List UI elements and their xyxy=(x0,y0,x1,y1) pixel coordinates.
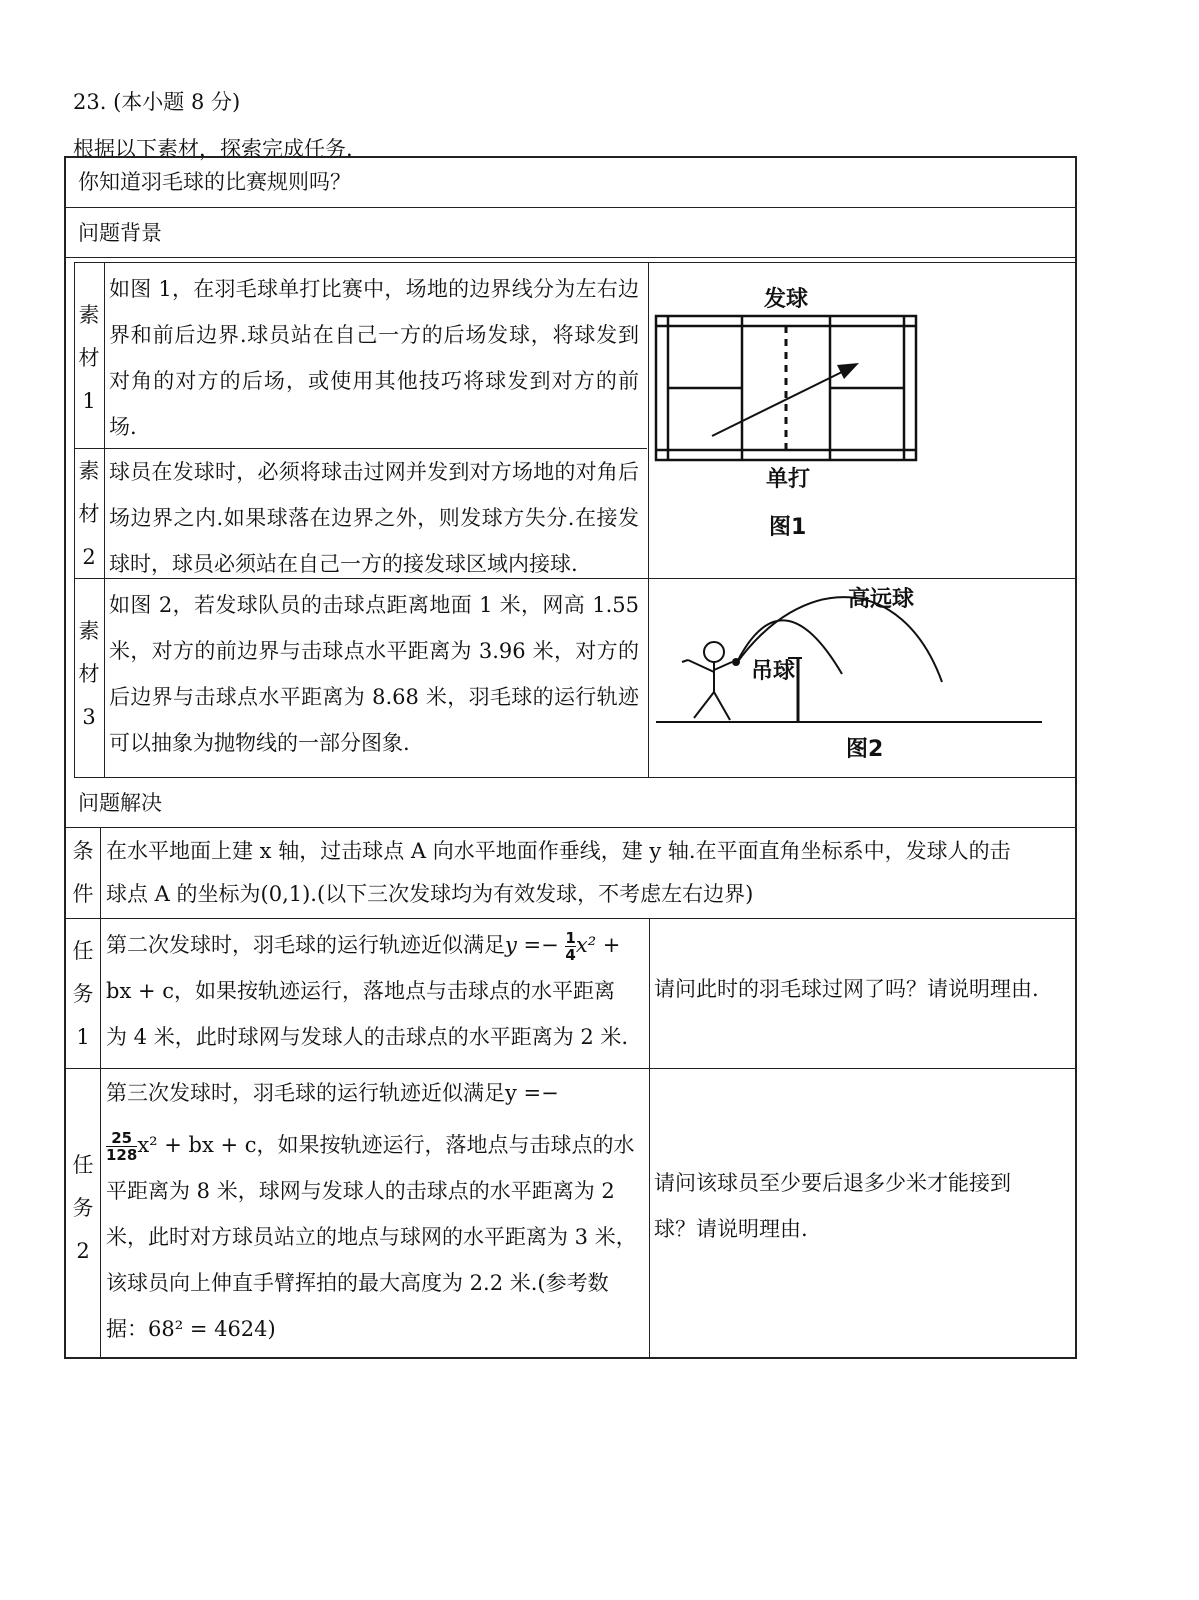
task-2-line-1: 第三次发球时，羽毛球的运行轨迹近似满足y =− xyxy=(106,1081,559,1105)
task-1-label: 任 务 1 xyxy=(72,939,94,1049)
intro-text: 根据以下素材，探索完成任务. xyxy=(73,137,353,161)
title-row: 你知道羽毛球的比赛规则吗？ xyxy=(78,170,351,194)
task-1-line-2: bx + c，如果按轨迹运行，落地点与击球点的水平距离 xyxy=(106,979,615,1003)
task-2-line-3: 平距离为 8 米，球网与发球人的击球点的水平距离为 2 xyxy=(106,1179,615,1203)
task-2-question-2: 球？请说明理由. xyxy=(654,1217,808,1241)
fig1-bottom-label: 单打 xyxy=(766,467,811,492)
task-1-question: 请问此时的羽毛球过网了吗？请说明理由. xyxy=(654,977,1039,1001)
material-3-text: 如图 2，若发球队员的击球点距离地面 1 米，网高 1.55 米，对方的前边界与击球点水平距离为 3.96 米，对方的后边界与击球点水平距离为 8.68 米，羽毛球的运行轨迹可以抽象为抛物线的一部分图象. xyxy=(109,593,639,755)
fig2-drop-label: 吊球 xyxy=(751,659,796,684)
task-2-label: 任 务 2 xyxy=(72,1153,94,1263)
fig2-high-label: 高远球 xyxy=(848,587,915,612)
material-1-text: 如图 1，在羽毛球单打比赛中，场地的边界线分为左右边界和前后边界.球员站在自己一方的后场发球，将球发到对角的对方的后场，或使用其他技巧将球发到对方的前场. xyxy=(109,277,639,439)
question-number: 23. (本小题 8 分) xyxy=(73,90,241,114)
task-2-question-1: 请问该球员至少要后退多少米才能接到 xyxy=(654,1171,1011,1195)
background-header: 问题背景 xyxy=(78,221,162,245)
material-2-label: 素 材 2 xyxy=(78,459,100,569)
material-2-text: 球员在发球时，必须将球击过网并发到对方场地的对角后场边界之内.如果球落在边界之外，则发球方失分.在接发球时，球员必须站在自己一方的接发球区域内接球. xyxy=(109,460,639,576)
fig1-top-label: 发球 xyxy=(764,287,809,312)
task-2-line-4: 米，此时对方球员站立的地点与球网的水平距离为 3 米， xyxy=(106,1225,637,1249)
task-1-line-3: 为 4 米，此时球网与发球人的击球点的水平距离为 2 米. xyxy=(106,1025,629,1049)
problem-table xyxy=(64,156,1077,1359)
court-figure xyxy=(654,278,1074,538)
material-3-label: 素 材 3 xyxy=(78,619,100,729)
task-2-line-5: 该球员向上伸直手臂挥拍的最大高度为 2.2 米.(参考数 xyxy=(106,1271,609,1295)
fig1-caption: 图1 xyxy=(769,515,807,540)
material-1-label: 素 材 1 xyxy=(78,303,100,413)
task-2-line-2: $\frac{25}{128}$ x² + bx + c，如果按轨迹运行，落地点与击球点的水 xyxy=(106,1129,635,1164)
condition-line-2: 球点 A 的坐标为(0,1).(以下三次发球均为有效发球，不考虑左右边界) xyxy=(106,882,754,906)
fig2-caption: 图2 xyxy=(846,737,884,762)
task-1-line-1: 第二次发球时，羽毛球的运行轨迹近似满足y =− $\frac{1}{4}$ x² + xyxy=(106,929,621,964)
condition-label: 条 件 xyxy=(72,839,94,906)
task-2-line-6: 据：68² = 4624) xyxy=(106,1317,276,1341)
condition-line-1: 在水平地面上建 x 轴，过击球点 A 向水平地面作垂线，建 y 轴.在平面直角坐标系中，发球人的击 xyxy=(106,839,1011,863)
solve-header: 问题解决 xyxy=(78,791,162,815)
